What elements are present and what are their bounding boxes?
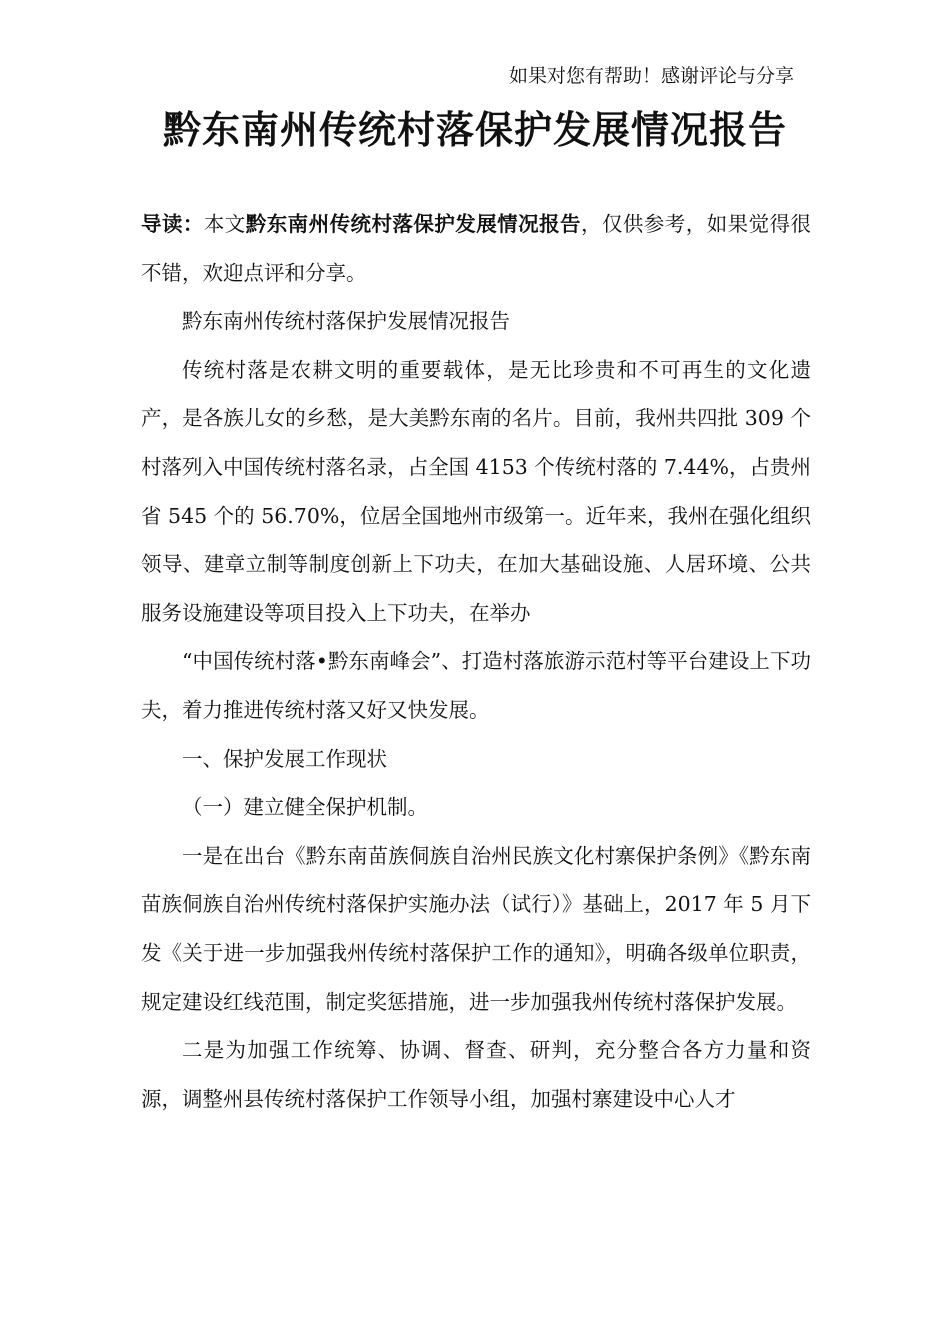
intro-label: 导读： xyxy=(141,212,204,236)
document-subtitle: 黔东南州传统村落保护发展情况报告 xyxy=(182,309,510,334)
document-body xyxy=(141,200,811,1123)
header-note: 如果对您有帮助！感谢评论与分享 xyxy=(508,65,794,87)
paragraph-point-one: 一是在出台《黔东南苗族侗族自治州民族文化村寨保护条例》《黔东南苗族侗族自治州传统村落保护实施办法（试行）》基础上，2017 年 5 月下发《关于进一步加强我州传统村落保护工作的通知》，明确各级单位职责，规定建设红线范围，制定奖惩措施，进一步加强我州传统村落保护发展。 xyxy=(141,843,811,1014)
intro-bold-title: 黔东南州传统村落保护发展情况报告 xyxy=(245,212,581,236)
section-heading: 一、保护发展工作现状 xyxy=(182,746,387,771)
subsection-heading: （一）建立健全保护机制。 xyxy=(182,795,428,820)
paragraph-overview-continued: “中国传统村落•黔东南峰会”、打造村落旅游示范村等平台建设上下功夫，着力推进传统村落又好又快发展。 xyxy=(141,649,811,722)
paragraph-point-two: 二是为加强工作统筹、协调、督查、研判，充分整合各方力量和资源，调整州县传统村落保护工作领导小组，加强村寨建设中心人才 xyxy=(141,1038,811,1111)
intro-prefix: 本文 xyxy=(203,212,246,236)
intro-paragraph xyxy=(141,200,811,297)
intro-suffix: ，仅供参考，如果觉得很不错，欢迎点评和分享。 xyxy=(141,212,812,285)
document-title: 黔东南州传统村落保护发展情况报告 xyxy=(162,108,787,152)
paragraph-overview: 传统村落是农耕文明的重要载体，是无比珍贵和不可再生的文化遗产，是各族儿女的乡愁，是大美黔东南的名片。目前，我州共四批 309 个村落列入中国传统村落名录，占全国 4153 个传统村落的 7.44%，占贵州省 545 个的 56.70%，位居全国地州市级第一。近年来，我州在强化组织领导、建章立制等制度创新上下功夫，在加大基础设施、人居环境、公共服务设施建设等项目投入上下功夫，在举办 xyxy=(141,357,811,625)
